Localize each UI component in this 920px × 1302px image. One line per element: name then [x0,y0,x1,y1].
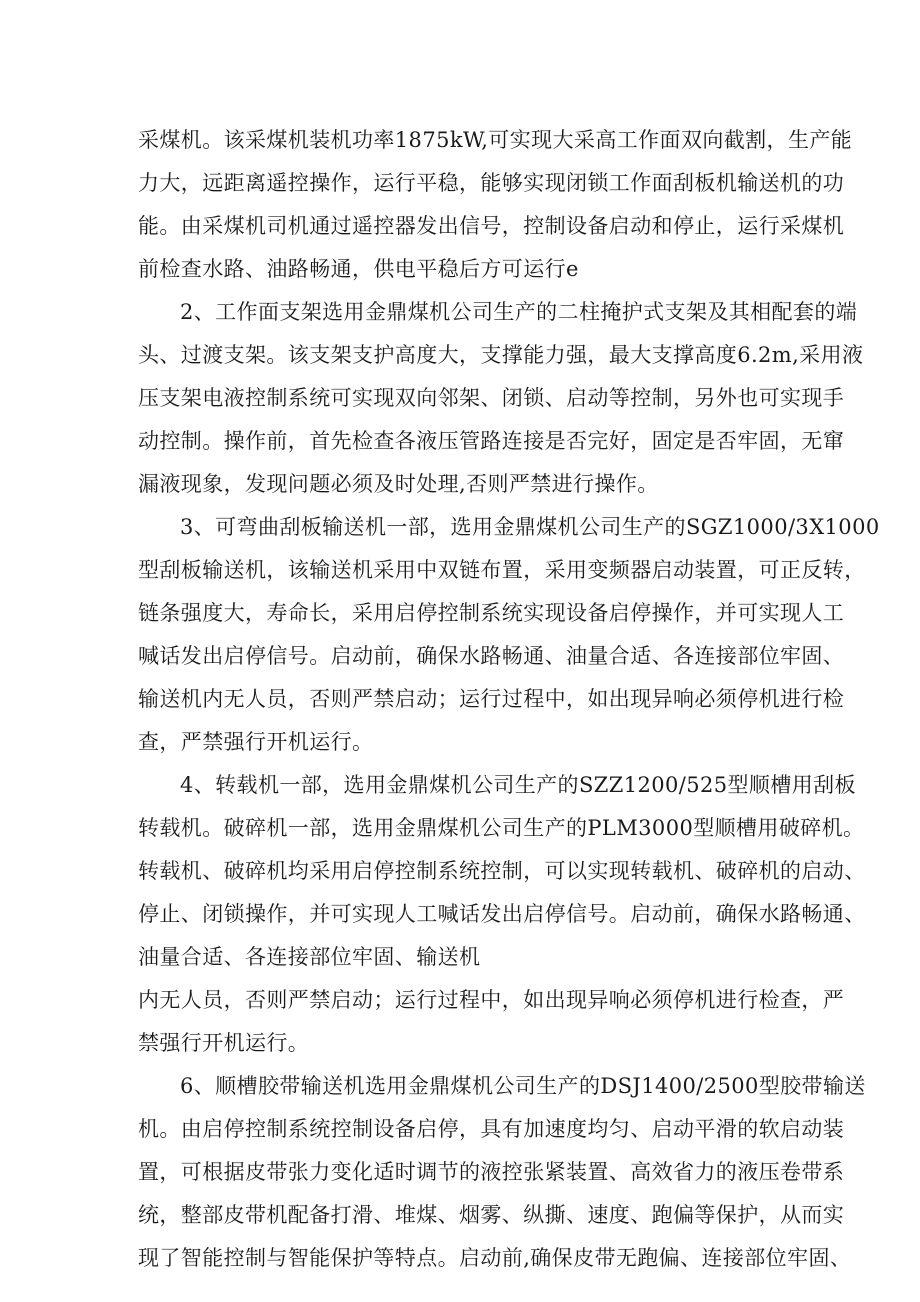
text-line: 机。由启停控制系统控制设备启停，具有加速度均匀、启动平滑的软启动装 [138,1117,845,1141]
text-line: 喊话发出启停信号。启动前，确保水路畅通、油量合适、各连接部位牢固、 [138,644,845,668]
text-line: 转载机、破碎机均采用启停控制系统控制，可以实现转载机、破碎机的启动、 [138,859,866,883]
text-line: 转载机。破碎机一部，选用金鼎煤机公司生产的PLM3000型顺槽用破碎机。 [138,816,865,840]
text-line: 能。由采煤机司机通过遥控器发出信号，控制设备启动和停止，运行采煤机 [138,214,845,238]
text-line: 力大，远距离遥控操作，运行平稳，能够实现闭锁工作面刮板机输送机的功 [138,171,845,195]
text-line: 漏液现象，发现问题必须及时处理,否则严禁进行操作。 [138,472,659,496]
text-line: 查，严禁强行开机运行。 [138,730,374,754]
paragraph-start-3: 3、可弯曲刮板输送机一部，选用金鼎煤机公司生产的SGZ1000/3X1000 [180,515,880,539]
paragraph-start-4: 4、转载机一部，选用金鼎煤机公司生产的SZZ1200/525型顺槽用刮板 [180,773,856,797]
text-line: 头、过渡支架。该支架支护高度大，支撑能力强，最大支撑高度6.2m,采用液 [138,343,864,367]
text-line: 采煤机。该采煤机装机功率1875kW,可实现大采高工作面双向截割，生产能 [138,128,853,152]
text-line: 输送机内无人员，否则严禁启动；运行过程中，如出现异响必须停机进行检 [138,687,845,711]
text-line: 置，可根据皮带张力变化适时调节的液控张紧装置、高效省力的液压卷带系 [138,1160,845,1184]
text-line: 停止、闭锁操作，并可实现人工喊话发出启停信号。启动前，确保水路畅通、 [138,902,866,926]
text-line: 型刮板输送机，该输送机采用中双链布置，采用变频器启动装置，可正反转， [138,558,866,582]
paragraph-start-2: 2、工作面支架选用金鼎煤机公司生产的二柱掩护式支架及其相配套的端 [180,300,858,324]
text-line: 压支架电液控制系统可实现双向邻架、闭锁、启动等控制，另外也可实现手 [138,386,845,410]
text-line: 统，整部皮带机配备打滑、堆煤、烟雾、纵撕、速度、跑偏等保护，从而实 [138,1203,845,1227]
text-line: 链条强度大，寿命长，采用启停控制系统实现设备启停操作，并可实现人工 [138,601,845,625]
text-line: 现了智能控制与智能保护等特点。启动前,确保皮带无跑偏、连接部位牢固、 [138,1246,852,1270]
text-line: 内无人员，否则严禁启动；运行过程中，如出现异响必须停机进行检查，严 [138,988,845,1012]
paragraph-start-6: 6、顺槽胶带输送机选用金鼎煤机公司生产的DSJ1400/2500型胶带输送 [180,1074,866,1098]
text-line: 前检查水路、油路畅通，供电平稳后方可运行e [138,257,579,281]
text-line: 动控制。操作前，首先检查各液压管路连接是否完好，固定是否牢固，无窜 [138,429,845,453]
text-line: 油量合适、各连接部位牢固、输送机 [138,945,481,969]
text-line: 禁强行开机运行。 [138,1031,310,1055]
